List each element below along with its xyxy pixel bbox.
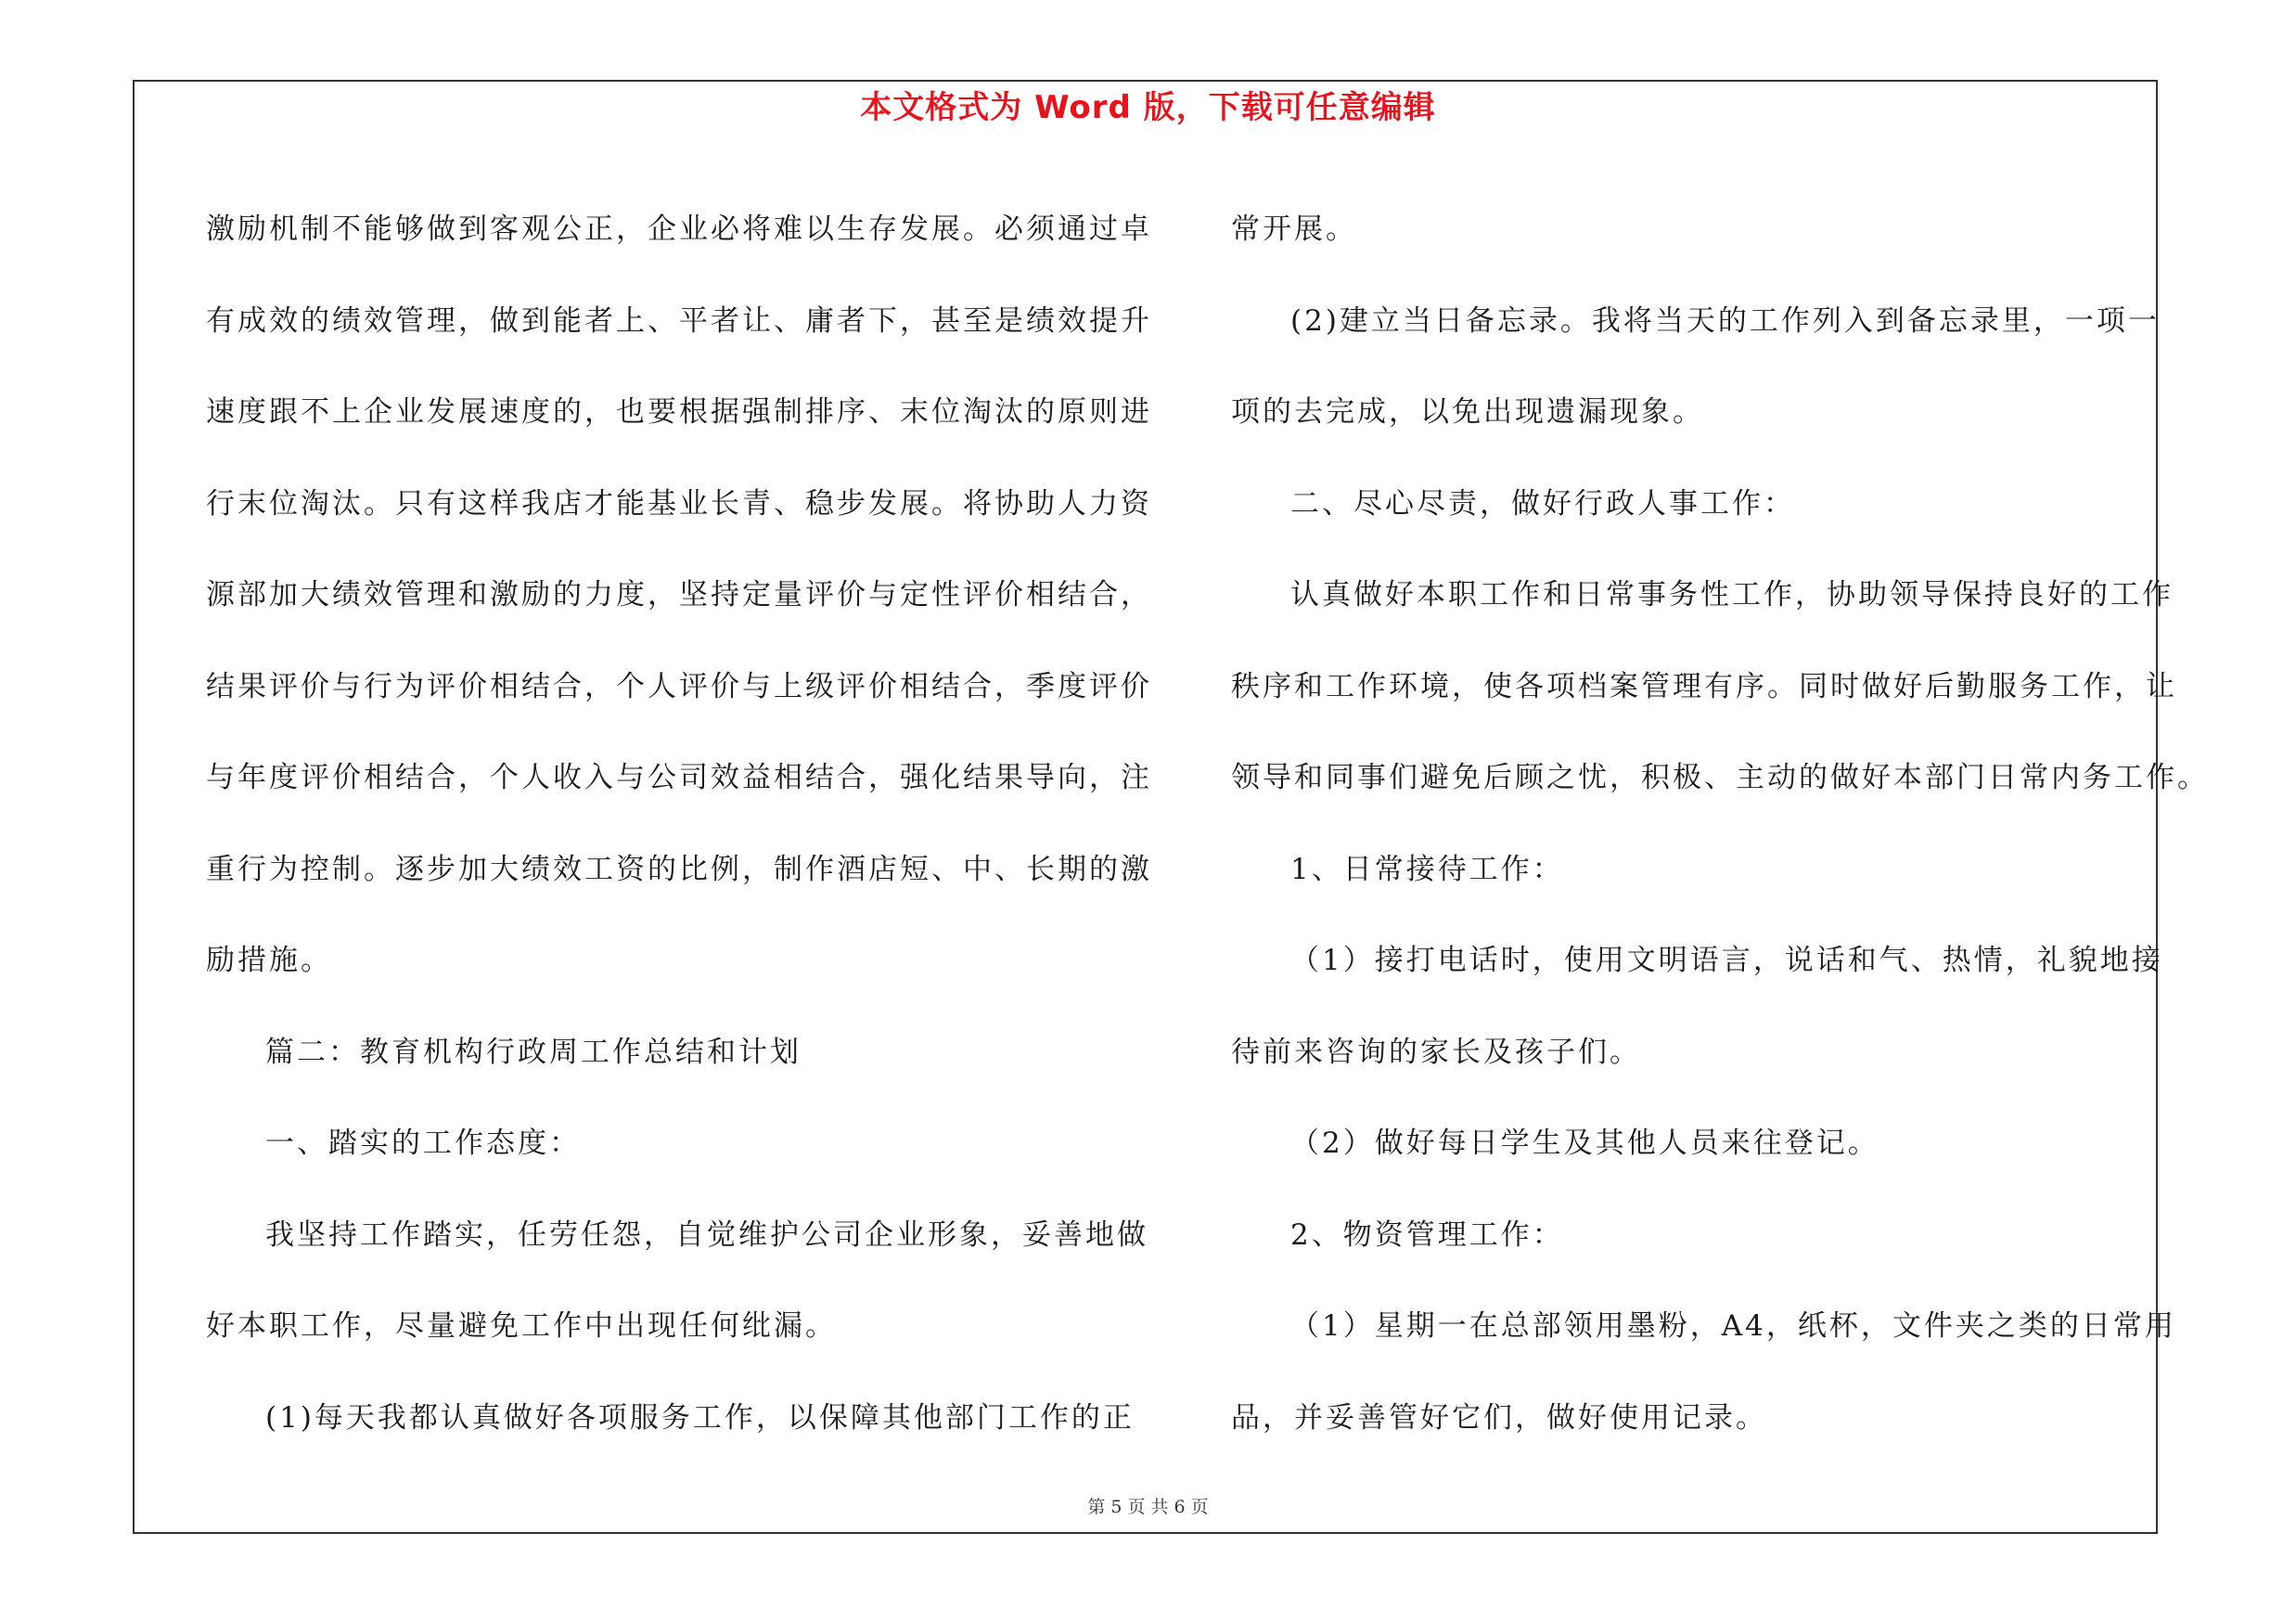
text-line: 领导和同事们避免后顾之忧，积极、主动的做好本部门日常内务工作。	[1231, 761, 2209, 794]
word-format-banner: 本文格式为 Word 版，下载可任意编辑	[860, 89, 1436, 126]
text-line: (2)建立当日备忘录。我将当天的工作列入到备忘录里，一项一	[1290, 303, 2160, 338]
text-line: 激励机制不能够做到客观公正，企业必将难以生存发展。必须通过卓	[206, 213, 1152, 246]
text-line: 一、踏实的工作态度：	[265, 1127, 581, 1160]
text-line: 结果评价与行为评价相结合，个人评价与上级评价相结合，季度评价	[206, 669, 1152, 703]
left-column	[206, 184, 1152, 1463]
text-line: （2）做好每日学生及其他人员来往登记。	[1290, 1127, 1879, 1160]
text-line: 励措施。	[206, 944, 332, 977]
text-line: 源部加大绩效管理和激励的力度，坚持定量评价与定性评价相结合，	[206, 578, 1152, 612]
page-number-footer: 第 5 页 共 6 页	[1087, 1497, 1209, 1517]
text-line: (1)每天我都认真做好各项服务工作，以保障其他部门工作的正	[265, 1400, 1135, 1435]
text-line: 项的去完成，以免出现遗漏现象。	[1231, 395, 1704, 429]
text-line: 速度跟不上企业发展速度的，也要根据强制排序、末位淘汰的原则进	[206, 395, 1152, 429]
text-line: 与年度评价相结合，个人收入与公司效益相结合，强化结果导向，注	[206, 761, 1152, 794]
text-line: 品，并妥善管好它们，做好使用记录。	[1231, 1400, 1767, 1435]
text-line: （1）接打电话时，使用文明语言，说话和气、热情，礼貌地接	[1290, 944, 2163, 977]
text-line: （1）星期一在总部领用墨粉，A4，纸杯，文件夹之类的日常用	[1290, 1309, 2176, 1343]
text-line: 重行为控制。逐步加大绩效工资的比例，制作酒店短、中、长期的激	[206, 852, 1152, 886]
text-line: 好本职工作，尽量避免工作中出现任何纰漏。	[206, 1309, 837, 1343]
text-line: 待前来咨询的家长及孩子们。	[1231, 1035, 1641, 1069]
text-line: 秩序和工作环境，使各项档案管理有序。同时做好后勤服务工作，让	[1231, 669, 2177, 703]
text-line: 行末位淘汰。只有这样我店才能基业长青、稳步发展。将协助人力资	[206, 486, 1152, 521]
text-line: 二、尽心尽责，做好行政人事工作：	[1290, 486, 1795, 521]
text-line: 有成效的绩效管理，做到能者上、平者让、庸者下，甚至是绩效提升	[206, 303, 1152, 338]
text-line: 我坚持工作踏实，任劳任怨，自觉维护公司企业形象，妥善地做	[265, 1217, 1148, 1252]
text-line: 常开展。	[1231, 213, 1357, 246]
text-line: 2、物资管理工作：	[1290, 1217, 1564, 1252]
text-line: 1、日常接待工作：	[1290, 852, 1564, 886]
text-line: 篇二：教育机构行政周工作总结和计划	[265, 1035, 802, 1069]
right-column	[1231, 184, 2209, 1463]
text-line: 认真做好本职工作和日常事务性工作，协助领导保持良好的工作	[1290, 578, 2174, 612]
